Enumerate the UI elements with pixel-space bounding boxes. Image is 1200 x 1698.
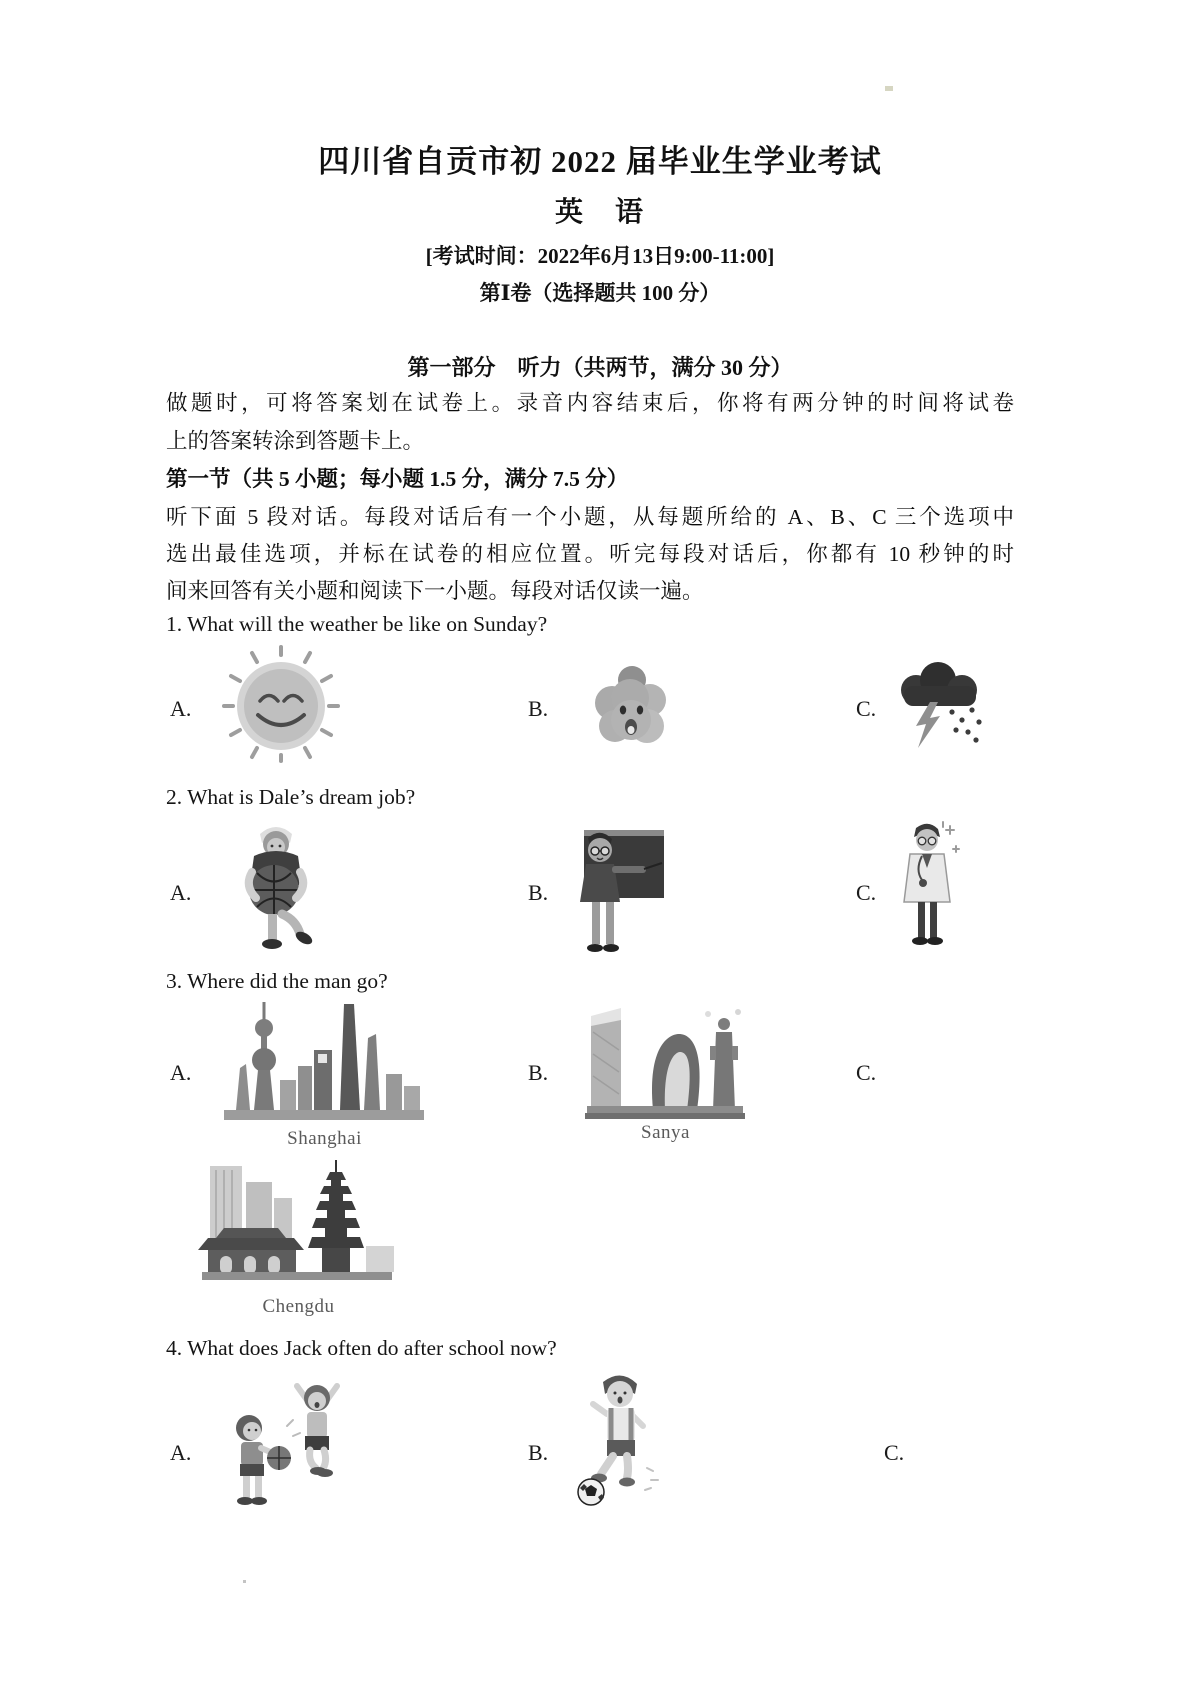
q1-option-c-label: C. [856, 696, 877, 721]
section1-line-3: 间来回答有关小题和阅读下一小题。每段对话仅读一遍。 [166, 579, 704, 603]
question-2-text: 2. What is Dale’s dream job? [166, 785, 416, 809]
q2-option-b-label: B. [528, 880, 549, 905]
kids-playing-basketball-image [215, 1370, 365, 1510]
smiling-sun-icon [222, 645, 340, 763]
shanghai-caption: Shanghai [287, 1128, 362, 1149]
section1-line-2: 选出最佳选项，并标在试卷的相应位置。听完每段对话后，你都有 10 秒钟的时 [166, 542, 1014, 566]
boy-kicking-soccer-ball-image [565, 1368, 673, 1508]
scan-speck-bottom [243, 1580, 246, 1583]
part1-heading: 第一部分 听力（共两节，满分 30 分） [407, 355, 793, 380]
scan-speck-top [885, 86, 893, 91]
q1-option-a-label: A. [170, 696, 192, 721]
q3-option-c-label: C. [856, 1060, 877, 1085]
section1-heading: 第一节（共 5 小题；每小题 1.5 分，满分 7.5 分） [166, 467, 629, 491]
q2-option-a-label: A. [170, 880, 192, 905]
q4-option-b-label: B. [528, 1440, 549, 1465]
teacher-at-blackboard-image [562, 824, 667, 958]
q3-option-a-label: A. [170, 1060, 192, 1085]
sanya-caption: Sanya [641, 1122, 690, 1143]
exam-time: [考试时间：2022年6月13日9:00-11:00] [425, 244, 775, 268]
q3-option-b-label: B. [528, 1060, 549, 1085]
instructions-line-2: 上的答案转涂到答题卡上。 [166, 429, 425, 453]
q4-option-c-label: C. [884, 1440, 905, 1465]
shanghai-skyline-image [222, 998, 427, 1124]
question-4-text: 4. What does Jack often do after school now? [166, 1336, 557, 1360]
q2-option-c-label: C. [856, 880, 877, 905]
sanya-landmarks-image [583, 1002, 748, 1122]
section1-line-1: 听下面 5 段对话。每段对话后有一个小题，从每题所给的 A、B、C 三个选项中 [166, 505, 1014, 529]
page-title: 四川省自贡市初 2022 届毕业生学业考试 [318, 144, 882, 179]
subject-title: 英 语 [554, 197, 645, 228]
q4-option-a-label: A. [170, 1440, 192, 1465]
volume-heading: 第Ⅰ卷（选择题共 100 分） [479, 281, 721, 305]
instructions-line-1: 做题时，可将答案划在试卷上。录音内容结束后，你将有两分钟的时间将试卷 [166, 391, 1014, 415]
q1-option-b-label: B. [528, 696, 549, 721]
question-1-text: 1. What will the weather be like on Sunday? [166, 612, 548, 636]
chengdu-landmarks-image [196, 1158, 401, 1294]
doctor-image [888, 820, 966, 954]
storm-cloud-with-rain-icon [886, 660, 991, 752]
chengdu-caption: Chengdu [262, 1296, 335, 1317]
basketball-player-image [230, 820, 322, 952]
question-3-text: 3. Where did the man go? [166, 969, 388, 993]
cloud-with-face-icon [585, 658, 680, 753]
